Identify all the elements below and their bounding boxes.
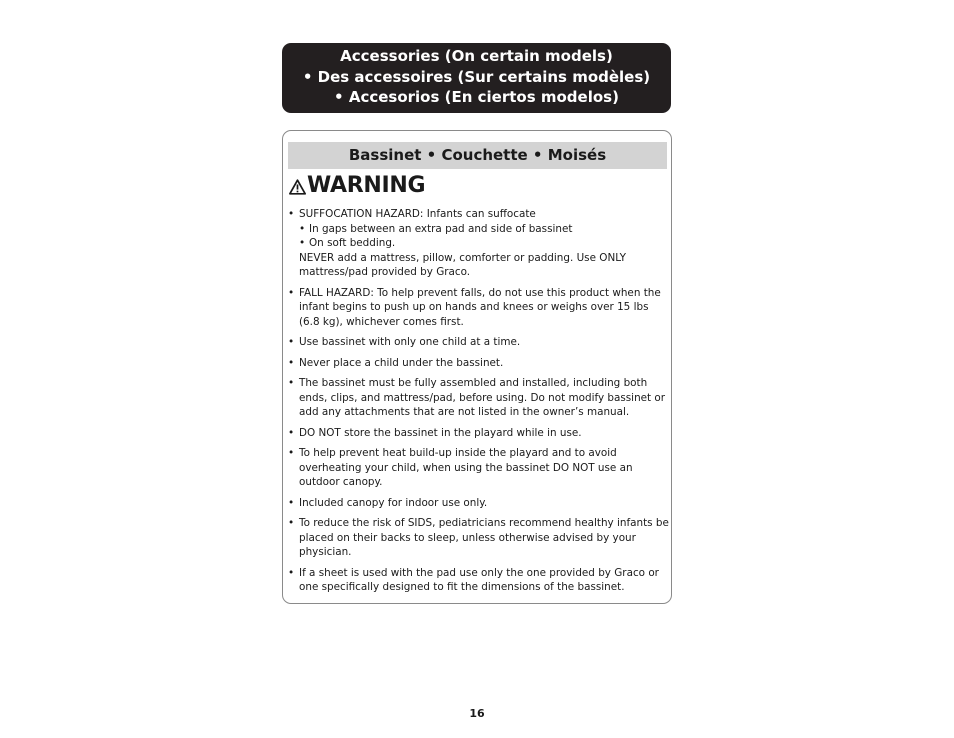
header-line-english: Accessories (On certain models) (340, 47, 613, 65)
warning-item-text: Included canopy for indoor use only. (299, 496, 488, 509)
warning-item-text: DO NOT store the bassinet in the playard while in use. (299, 426, 582, 439)
warning-item-tail-text: NEVER add a mattress, pillow, comforter or padding. Use ONLY mattress/pad provided by Graco. (299, 251, 626, 278)
header-line-spanish: • Accesorios (En ciertos modelos) (334, 88, 619, 106)
warning-triangle-icon (289, 179, 306, 195)
warning-item-text: Never place a child under the bassinet. (299, 356, 504, 369)
bullet-marker: • (299, 222, 306, 235)
warning-word: WARNING (307, 173, 426, 198)
bullet-marker: • (288, 566, 295, 579)
warning-item-text: To help prevent heat build-up inside the playard and to avoid overheating your child, when using the bassinet DO NOT use an outdoor canopy. (299, 447, 633, 488)
bullet-marker: • (288, 447, 295, 459)
warning-item-list (288, 207, 670, 601)
warning-subitem-text: In gaps between an extra pad and side of bassinet (309, 222, 573, 235)
bullet-marker: • (288, 426, 295, 439)
bassinet-warning-box (282, 130, 672, 604)
header-line-french: • Des accessoires (Sur certains modèles) (302, 67, 651, 86)
warning-item (288, 426, 670, 441)
bullet-marker: • (288, 208, 295, 220)
warning-item (288, 207, 670, 280)
warning-subitem (299, 222, 670, 237)
warning-item (288, 335, 670, 350)
bullet-marker: • (288, 517, 295, 529)
bullet-marker: • (288, 336, 295, 348)
warning-item-text: SUFFOCATION HAZARD: Infants can suffocate (299, 208, 536, 220)
section-title-bar: Bassinet • Couchette • Moisés (288, 142, 667, 169)
warning-item (288, 496, 670, 511)
warning-item (288, 516, 670, 560)
warning-item (288, 446, 670, 490)
bullet-marker: • (288, 356, 295, 369)
accessories-header-banner (282, 43, 671, 113)
bullet-marker: • (299, 237, 306, 249)
warning-item (288, 356, 670, 371)
bullet-marker: • (288, 377, 295, 389)
warning-item-text: To reduce the risk of SIDS, pediatricians recommend healthy infants be placed on their backs to sleep, unless otherwise advised by your physician. (299, 517, 669, 558)
warning-subitem (299, 236, 670, 251)
warning-item-text: FALL HAZARD: To help prevent falls, do not use this product when the infant begins to push up on hands and knees or weighs over 15 lbs (6.8 kg), whichever comes first. (299, 286, 661, 328)
warning-item (288, 376, 670, 420)
warning-item-text: The bassinet must be fully assembled and installed, including both ends, clips, and mattress/pad, before using. Do not modify bassinet or add any attachments that are not listed in the owner’s manual. (299, 377, 666, 418)
warning-heading (289, 171, 425, 201)
warning-item (288, 286, 670, 330)
warning-item (288, 566, 670, 595)
bullet-marker: • (288, 286, 295, 299)
warning-subitem-text: On soft bedding. (309, 237, 396, 249)
warning-item-text: Use bassinet with only one child at a time. (299, 336, 521, 348)
page-number: 16 (469, 707, 485, 720)
warning-item-text: If a sheet is used with the pad use only the one provided by Graco or one specifically designed to fit the dimensions of the bassinet. (299, 566, 659, 593)
bullet-marker: • (288, 496, 295, 509)
